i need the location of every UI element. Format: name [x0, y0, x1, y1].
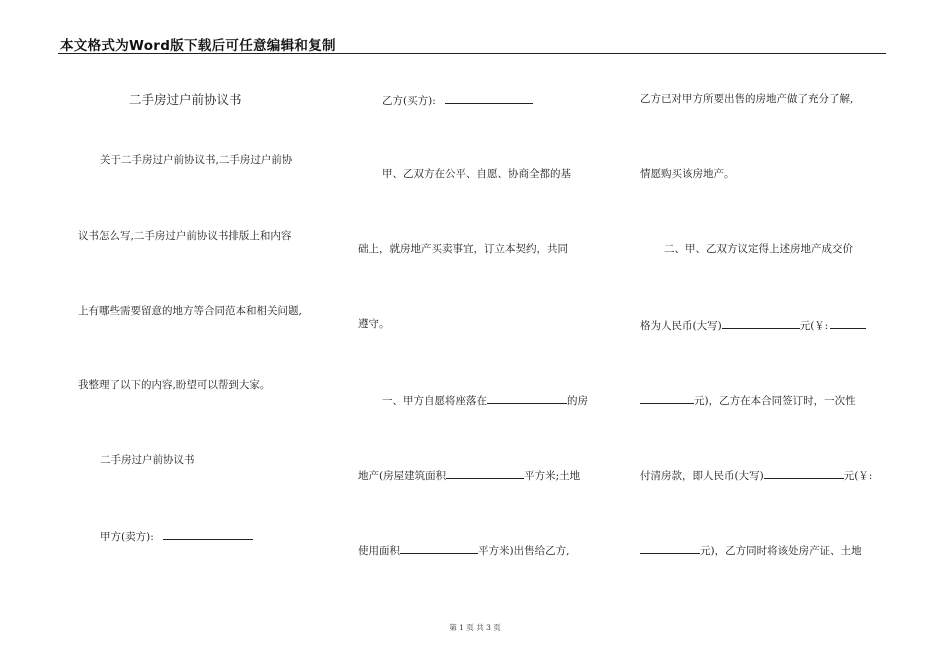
- clause-1-line-1: [382, 392, 588, 408]
- party-b-label: 乙方(买方):: [382, 95, 436, 107]
- payment-label: 付清房款，即人民币(大写): [640, 470, 764, 482]
- payment-text: 元)，乙方在本合同签订时，一次性: [694, 395, 856, 407]
- location-blank: [487, 392, 567, 404]
- party-a-line: [100, 528, 253, 544]
- land-area-unit: 平方米)出售给乙方,: [478, 545, 570, 557]
- intro-line-3: 上有哪些需要留意的地方等合同范本和相关问题,: [78, 305, 302, 317]
- clause-1-text-a: 一、甲方自愿将座落在: [382, 395, 487, 407]
- document-title: 二手房过户前协议书: [129, 92, 242, 107]
- party-b-blank: [445, 92, 533, 104]
- intro-line-1: 关于二手房过户前协议书,二手房过户前协: [100, 154, 293, 166]
- col3-line-1: 乙方已对甲方所要出售的房地产做了充分了解,: [640, 93, 854, 105]
- clause-2-line-3: [640, 392, 856, 408]
- payment-figure-blank: [640, 542, 700, 554]
- party-a-label: 甲方(卖方):: [100, 531, 154, 543]
- party-a-blank: [163, 528, 253, 540]
- col3-line-2: 情愿购买该房地产。: [640, 168, 735, 180]
- payment-yuan-label: 元(￥:: [843, 470, 873, 482]
- land-area-label: 使用面积: [358, 545, 400, 557]
- price-figure-blank-2: [640, 392, 694, 404]
- clause-2-line-1: 二、甲、乙双方议定得上述房地产成交价: [664, 243, 853, 255]
- clause-2-line-4: [640, 467, 872, 483]
- building-area-label: 地产(房屋建筑面积: [358, 470, 447, 482]
- clause-1-text-b: 的房: [567, 395, 588, 407]
- price-figure-blank: [830, 317, 866, 329]
- price-words-blank: [722, 317, 800, 329]
- price-yuan-label: 元(￥:: [799, 320, 829, 332]
- page-footer: 第 1 页 共 3 页: [449, 623, 501, 632]
- agreement-line-3: 遵守。: [358, 318, 390, 330]
- certificate-text: 元)，乙方同时将该处房产证、土地: [700, 545, 862, 557]
- land-area-blank: [400, 542, 478, 554]
- agreement-line-2: 础上，就房地产买卖事宜，订立本契约，共同: [358, 243, 568, 255]
- building-area-blank: [446, 467, 524, 479]
- clause-1-line-2: [358, 467, 580, 483]
- header-banner: 本文格式为Word版下载后可任意编辑和复制: [60, 38, 336, 54]
- building-area-unit: 平方米;土地: [524, 470, 581, 482]
- intro-line-4: 我整理了以下的内容,盼望可以帮到大家。: [78, 379, 271, 391]
- clause-2-line-2: [640, 317, 866, 333]
- payment-words-blank: [764, 467, 844, 479]
- clause-2-line-5: [640, 542, 862, 558]
- clause-1-line-3: [358, 542, 569, 558]
- intro-line-2: 议书怎么写,二手房过户前协议书排版上和内容: [78, 230, 292, 242]
- price-label: 格为人民币(大写): [640, 320, 722, 332]
- document-header: [58, 33, 886, 54]
- agreement-line-1: 甲、乙双方在公平、自愿、协商全都的基: [382, 168, 571, 180]
- section-subtitle: 二手房过户前协议书: [100, 454, 195, 466]
- party-b-line: [382, 92, 533, 108]
